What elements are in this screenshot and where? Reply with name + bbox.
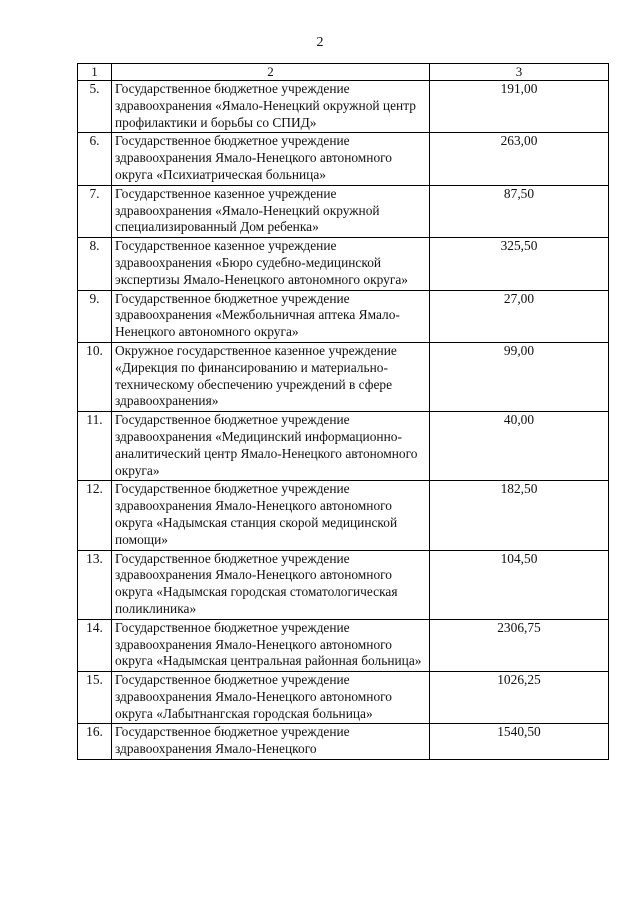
amount-value: 325,50 bbox=[430, 238, 609, 290]
institution-name: Окружное государственное казенное учреждение «Дирекция по финансированию и материально-техническому обеспечению учреждений в сфере здравоохранения» bbox=[112, 342, 430, 411]
table-row bbox=[78, 290, 609, 342]
row-number: 7. bbox=[78, 185, 112, 237]
table-row bbox=[78, 81, 609, 133]
amount-value: 191,00 bbox=[430, 81, 609, 133]
institution-name: Государственное бюджетное учреждение здравоохранения Ямало-Ненецкого автономного округа «Надымская центральная районная больница» bbox=[112, 619, 430, 671]
table-row bbox=[78, 550, 609, 619]
table-row bbox=[78, 481, 609, 550]
column-header-amount: 3 bbox=[430, 64, 609, 81]
institution-name: Государственное казенное учреждение здравоохранения «Ямало-Ненецкий окружной специализированный Дом ребенка» bbox=[112, 185, 430, 237]
row-number: 8. bbox=[78, 238, 112, 290]
institution-name: Государственное бюджетное учреждение здравоохранения Ямало-Ненецкого автономного округа «Психиатрическая больница» bbox=[112, 133, 430, 185]
institution-name: Государственное казенное учреждение здравоохранения «Бюро судебно-медицинской экспертизы Ямало-Ненецкого автономного округа» bbox=[112, 238, 430, 290]
amount-value: 40,00 bbox=[430, 412, 609, 481]
amount-value: 104,50 bbox=[430, 550, 609, 619]
table-row bbox=[78, 185, 609, 237]
row-number: 6. bbox=[78, 133, 112, 185]
row-number: 12. bbox=[78, 481, 112, 550]
amount-value: 182,50 bbox=[430, 481, 609, 550]
amount-value: 27,00 bbox=[430, 290, 609, 342]
table-row bbox=[78, 412, 609, 481]
amount-value: 1540,50 bbox=[430, 724, 609, 760]
column-header-name: 2 bbox=[112, 64, 430, 81]
amount-value: 263,00 bbox=[430, 133, 609, 185]
row-number: 10. bbox=[78, 342, 112, 411]
row-number: 13. bbox=[78, 550, 112, 619]
institution-name: Государственное бюджетное учреждение здравоохранения Ямало-Ненецкого автономного округа «Лабытнангская городская больница» bbox=[112, 672, 430, 724]
row-number: 5. bbox=[78, 81, 112, 133]
table-header-row bbox=[78, 64, 609, 81]
institution-name: Государственное бюджетное учреждение здравоохранения Ямало-Ненецкого автономного округа «Надымская станция скорой медицинской помощи» bbox=[112, 481, 430, 550]
page-number: 2 bbox=[316, 35, 324, 50]
table-row bbox=[78, 672, 609, 724]
row-number: 15. bbox=[78, 672, 112, 724]
table-row bbox=[78, 133, 609, 185]
row-number: 11. bbox=[78, 412, 112, 481]
row-number: 16. bbox=[78, 724, 112, 760]
table-row bbox=[78, 238, 609, 290]
institution-name: Государственное бюджетное учреждение здравоохранения Ямало-Ненецкого bbox=[112, 724, 430, 760]
row-number: 9. bbox=[78, 290, 112, 342]
institutions-table bbox=[77, 63, 609, 760]
amount-value: 99,00 bbox=[430, 342, 609, 411]
institution-name: Государственное бюджетное учреждение здравоохранения «Медицинский информационно-аналитический центр Ямало-Ненецкого автономного округа» bbox=[112, 412, 430, 481]
amount-value: 1026,25 bbox=[430, 672, 609, 724]
institution-name: Государственное бюджетное учреждение здравоохранения «Ямало-Ненецкий окружной центр профилактики и борьбы со СПИД» bbox=[112, 81, 430, 133]
table-row bbox=[78, 619, 609, 671]
institution-name: Государственное бюджетное учреждение здравоохранения Ямало-Ненецкого автономного округа «Надымская городская стоматологическая поликлиника» bbox=[112, 550, 430, 619]
table-row bbox=[78, 724, 609, 760]
amount-value: 2306,75 bbox=[430, 619, 609, 671]
row-number: 14. bbox=[78, 619, 112, 671]
institution-name: Государственное бюджетное учреждение здравоохранения «Межбольничная аптека Ямало-Ненецкого автономного округа» bbox=[112, 290, 430, 342]
column-header-number: 1 bbox=[78, 64, 112, 81]
table-row bbox=[78, 342, 609, 411]
amount-value: 87,50 bbox=[430, 185, 609, 237]
